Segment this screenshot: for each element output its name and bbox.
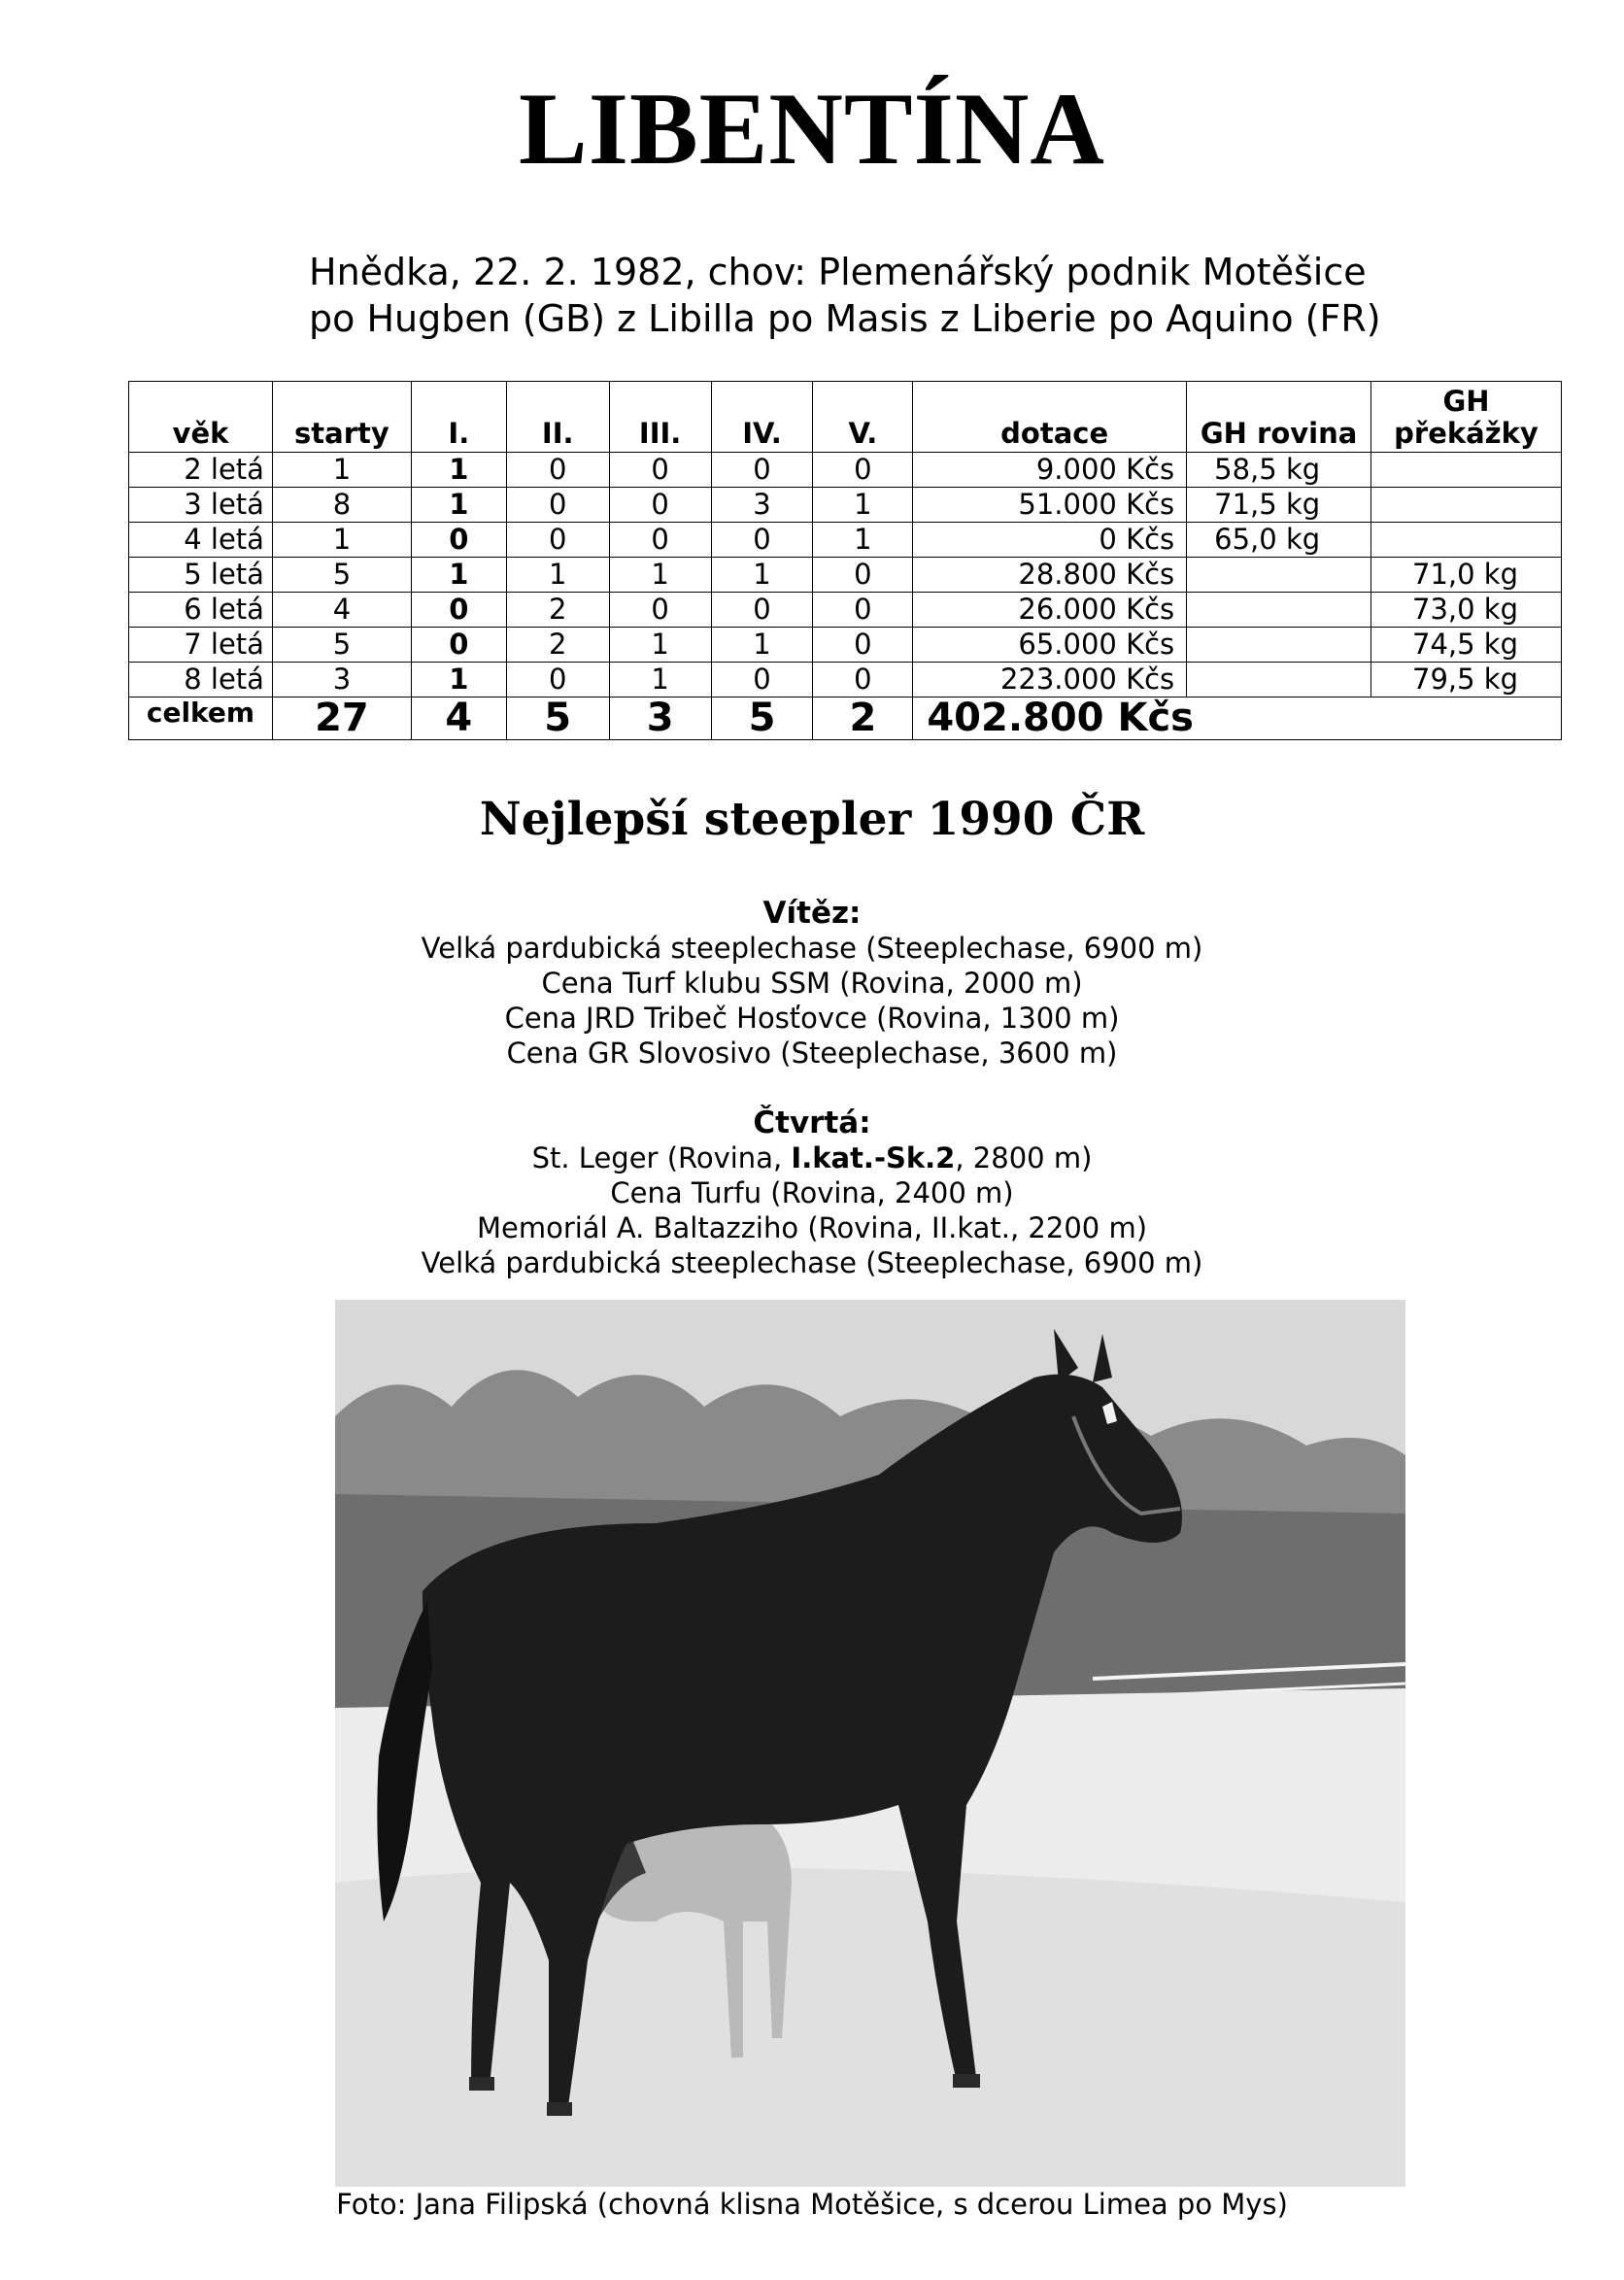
- fourth-item: Velká pardubická steeplechase (Steeplechase, 6900 m): [421, 1246, 1203, 1279]
- table-cell: 0: [609, 453, 711, 488]
- table-row: [129, 628, 1562, 663]
- table-cell: 0: [411, 523, 506, 558]
- winner-item: Cena Turf klubu SSM (Rovina, 2000 m): [541, 967, 1083, 1000]
- table-row: [129, 488, 1562, 523]
- table-cell: 0: [711, 593, 813, 628]
- header-fourth: IV.: [711, 382, 813, 453]
- fourth-item: Memoriál A. Baltazziho (Rovina, II.kat., 2200 m): [476, 1211, 1148, 1244]
- table-cell: 79,5 kg: [1371, 663, 1562, 698]
- table-cell: 74,5 kg: [1371, 628, 1562, 663]
- table-row: [129, 593, 1562, 628]
- photo-caption: Foto: Jana Filipská (chovná klisna Motěšice, s dcerou Limea po Mys): [336, 2188, 1288, 2221]
- table-row: [129, 663, 1562, 698]
- table-cell: 7 letá: [129, 628, 273, 663]
- table-cell: 8 letá: [129, 663, 273, 698]
- table-cell: 0: [609, 593, 711, 628]
- table-cell: 4 letá: [129, 523, 273, 558]
- table-cell: 58,5 kg: [1187, 453, 1371, 488]
- table-cell: 0: [813, 628, 913, 663]
- table-row: [129, 453, 1562, 488]
- table-cell: 0: [813, 593, 913, 628]
- table-cell: 0: [813, 558, 913, 593]
- table-cell: [1187, 558, 1371, 593]
- table-cell: 0: [609, 488, 711, 523]
- header-prize: dotace: [913, 382, 1187, 453]
- table-cell: 0: [506, 453, 609, 488]
- winner-item: Velká pardubická steeplechase (Steeplechase, 6900 m): [421, 932, 1203, 965]
- table-cell: [1187, 628, 1371, 663]
- table-cell: 0: [411, 628, 506, 663]
- table-cell: 1: [411, 488, 506, 523]
- table-cell: 9.000 Kčs: [913, 453, 1187, 488]
- table-cell: 1: [506, 558, 609, 593]
- table-cell: 5 letá: [129, 558, 273, 593]
- table-cell: 6 letá: [129, 593, 273, 628]
- total-cell: 5: [506, 698, 609, 740]
- table-cell: 223.000 Kčs: [913, 663, 1187, 698]
- table-cell: 4: [272, 593, 411, 628]
- header-first: I.: [411, 382, 506, 453]
- table-cell: 1: [711, 628, 813, 663]
- winner-item: Cena GR Slovosivo (Steeplechase, 3600 m): [506, 1037, 1118, 1070]
- table-cell: 1: [711, 558, 813, 593]
- header-fifth: V.: [813, 382, 913, 453]
- table-cell: 8: [272, 488, 411, 523]
- pedigree-line-2: po Hugben (GB) z Libilla po Masis z Liberie po Aquino (FR): [309, 297, 1381, 340]
- fourth-item: Cena Turfu (Rovina, 2400 m): [610, 1176, 1014, 1209]
- header-gh-obstacles: GH překážky: [1371, 382, 1562, 453]
- table-cell: [1187, 663, 1371, 698]
- table-cell: [1371, 523, 1562, 558]
- table-header-row: [129, 382, 1562, 453]
- page-title: LIBENTÍNA: [519, 72, 1105, 186]
- table-cell: 71,5 kg: [1187, 488, 1371, 523]
- table-cell: 71,0 kg: [1371, 558, 1562, 593]
- fourth-heading: Čtvrtá:: [753, 1106, 871, 1140]
- total-cell: 402.800 Kčs: [913, 698, 1562, 740]
- race-stats-table: [128, 381, 1562, 740]
- table-cell: 26.000 Kčs: [913, 593, 1187, 628]
- table-cell: [1371, 488, 1562, 523]
- table-cell: 51.000 Kčs: [913, 488, 1187, 523]
- table-cell: 0: [609, 523, 711, 558]
- table-row: [129, 523, 1562, 558]
- fourth-item: [0, 1140, 1624, 1175]
- horse-photo-illustration: [335, 1300, 1405, 2187]
- table-cell: 0: [411, 593, 506, 628]
- winner-heading: Vítěz:: [762, 896, 862, 931]
- table-cell: 65,0 kg: [1187, 523, 1371, 558]
- total-cell: 5: [711, 698, 813, 740]
- header-age: věk: [129, 382, 273, 453]
- table-cell: [1187, 593, 1371, 628]
- pedigree-block: [309, 249, 1381, 342]
- table-cell: 0: [711, 523, 813, 558]
- fourth-item-category: I.kat.-Sk.2: [791, 1141, 956, 1174]
- table-cell: 3: [711, 488, 813, 523]
- header-second: II.: [506, 382, 609, 453]
- table-cell: 0: [711, 453, 813, 488]
- table-cell: 0: [506, 488, 609, 523]
- table-cell: 0: [506, 523, 609, 558]
- total-cell: 4: [411, 698, 506, 740]
- table-cell: 1: [813, 523, 913, 558]
- table-cell: 0: [813, 453, 913, 488]
- table-cell: 1: [609, 663, 711, 698]
- table-cell: 3 letá: [129, 488, 273, 523]
- total-cell: 2: [813, 698, 913, 740]
- table-total-row: [129, 698, 1562, 740]
- header-starts: starty: [272, 382, 411, 453]
- table-cell: 5: [272, 558, 411, 593]
- total-cell: 27: [272, 698, 411, 740]
- table-cell: 0: [506, 663, 609, 698]
- table-cell: 2: [506, 628, 609, 663]
- fourth-item-text: St. Leger (Rovina,: [531, 1141, 792, 1174]
- race-results: [0, 896, 1624, 1280]
- table-cell: [1371, 453, 1562, 488]
- table-cell: 1: [609, 628, 711, 663]
- table-cell: 2 letá: [129, 453, 273, 488]
- table-cell: 0 Kčs: [913, 523, 1187, 558]
- table-cell: 1: [411, 558, 506, 593]
- table-cell: 1: [813, 488, 913, 523]
- table-cell: 73,0 kg: [1371, 593, 1562, 628]
- table-cell: 65.000 Kčs: [913, 628, 1187, 663]
- header-gh-flat: GH rovina: [1187, 382, 1371, 453]
- table-cell: 0: [711, 663, 813, 698]
- table-cell: 3: [272, 663, 411, 698]
- table-cell: 2: [506, 593, 609, 628]
- table-cell: 28.800 Kčs: [913, 558, 1187, 593]
- table-cell: 0: [813, 663, 913, 698]
- total-cell: 3: [609, 698, 711, 740]
- subtitle: Nejlepší steepler 1990 ČR: [479, 793, 1145, 846]
- total-label: celkem: [129, 698, 273, 740]
- horse-photo: [335, 1300, 1405, 2187]
- pedigree-line-1: Hnědka, 22. 2. 1982, chov: Plemenářský podnik Motěšice: [309, 251, 1367, 293]
- table-cell: 1: [609, 558, 711, 593]
- table-cell: 1: [272, 453, 411, 488]
- fourth-item-text: , 2800 m): [955, 1141, 1093, 1174]
- table-cell: 1: [411, 663, 506, 698]
- table-cell: 1: [411, 453, 506, 488]
- winner-item: Cena JRD Tribeč Hosťovce (Rovina, 1300 m): [504, 1002, 1120, 1035]
- table-cell: 1: [272, 523, 411, 558]
- table-cell: 5: [272, 628, 411, 663]
- header-third: III.: [609, 382, 711, 453]
- table-row: [129, 558, 1562, 593]
